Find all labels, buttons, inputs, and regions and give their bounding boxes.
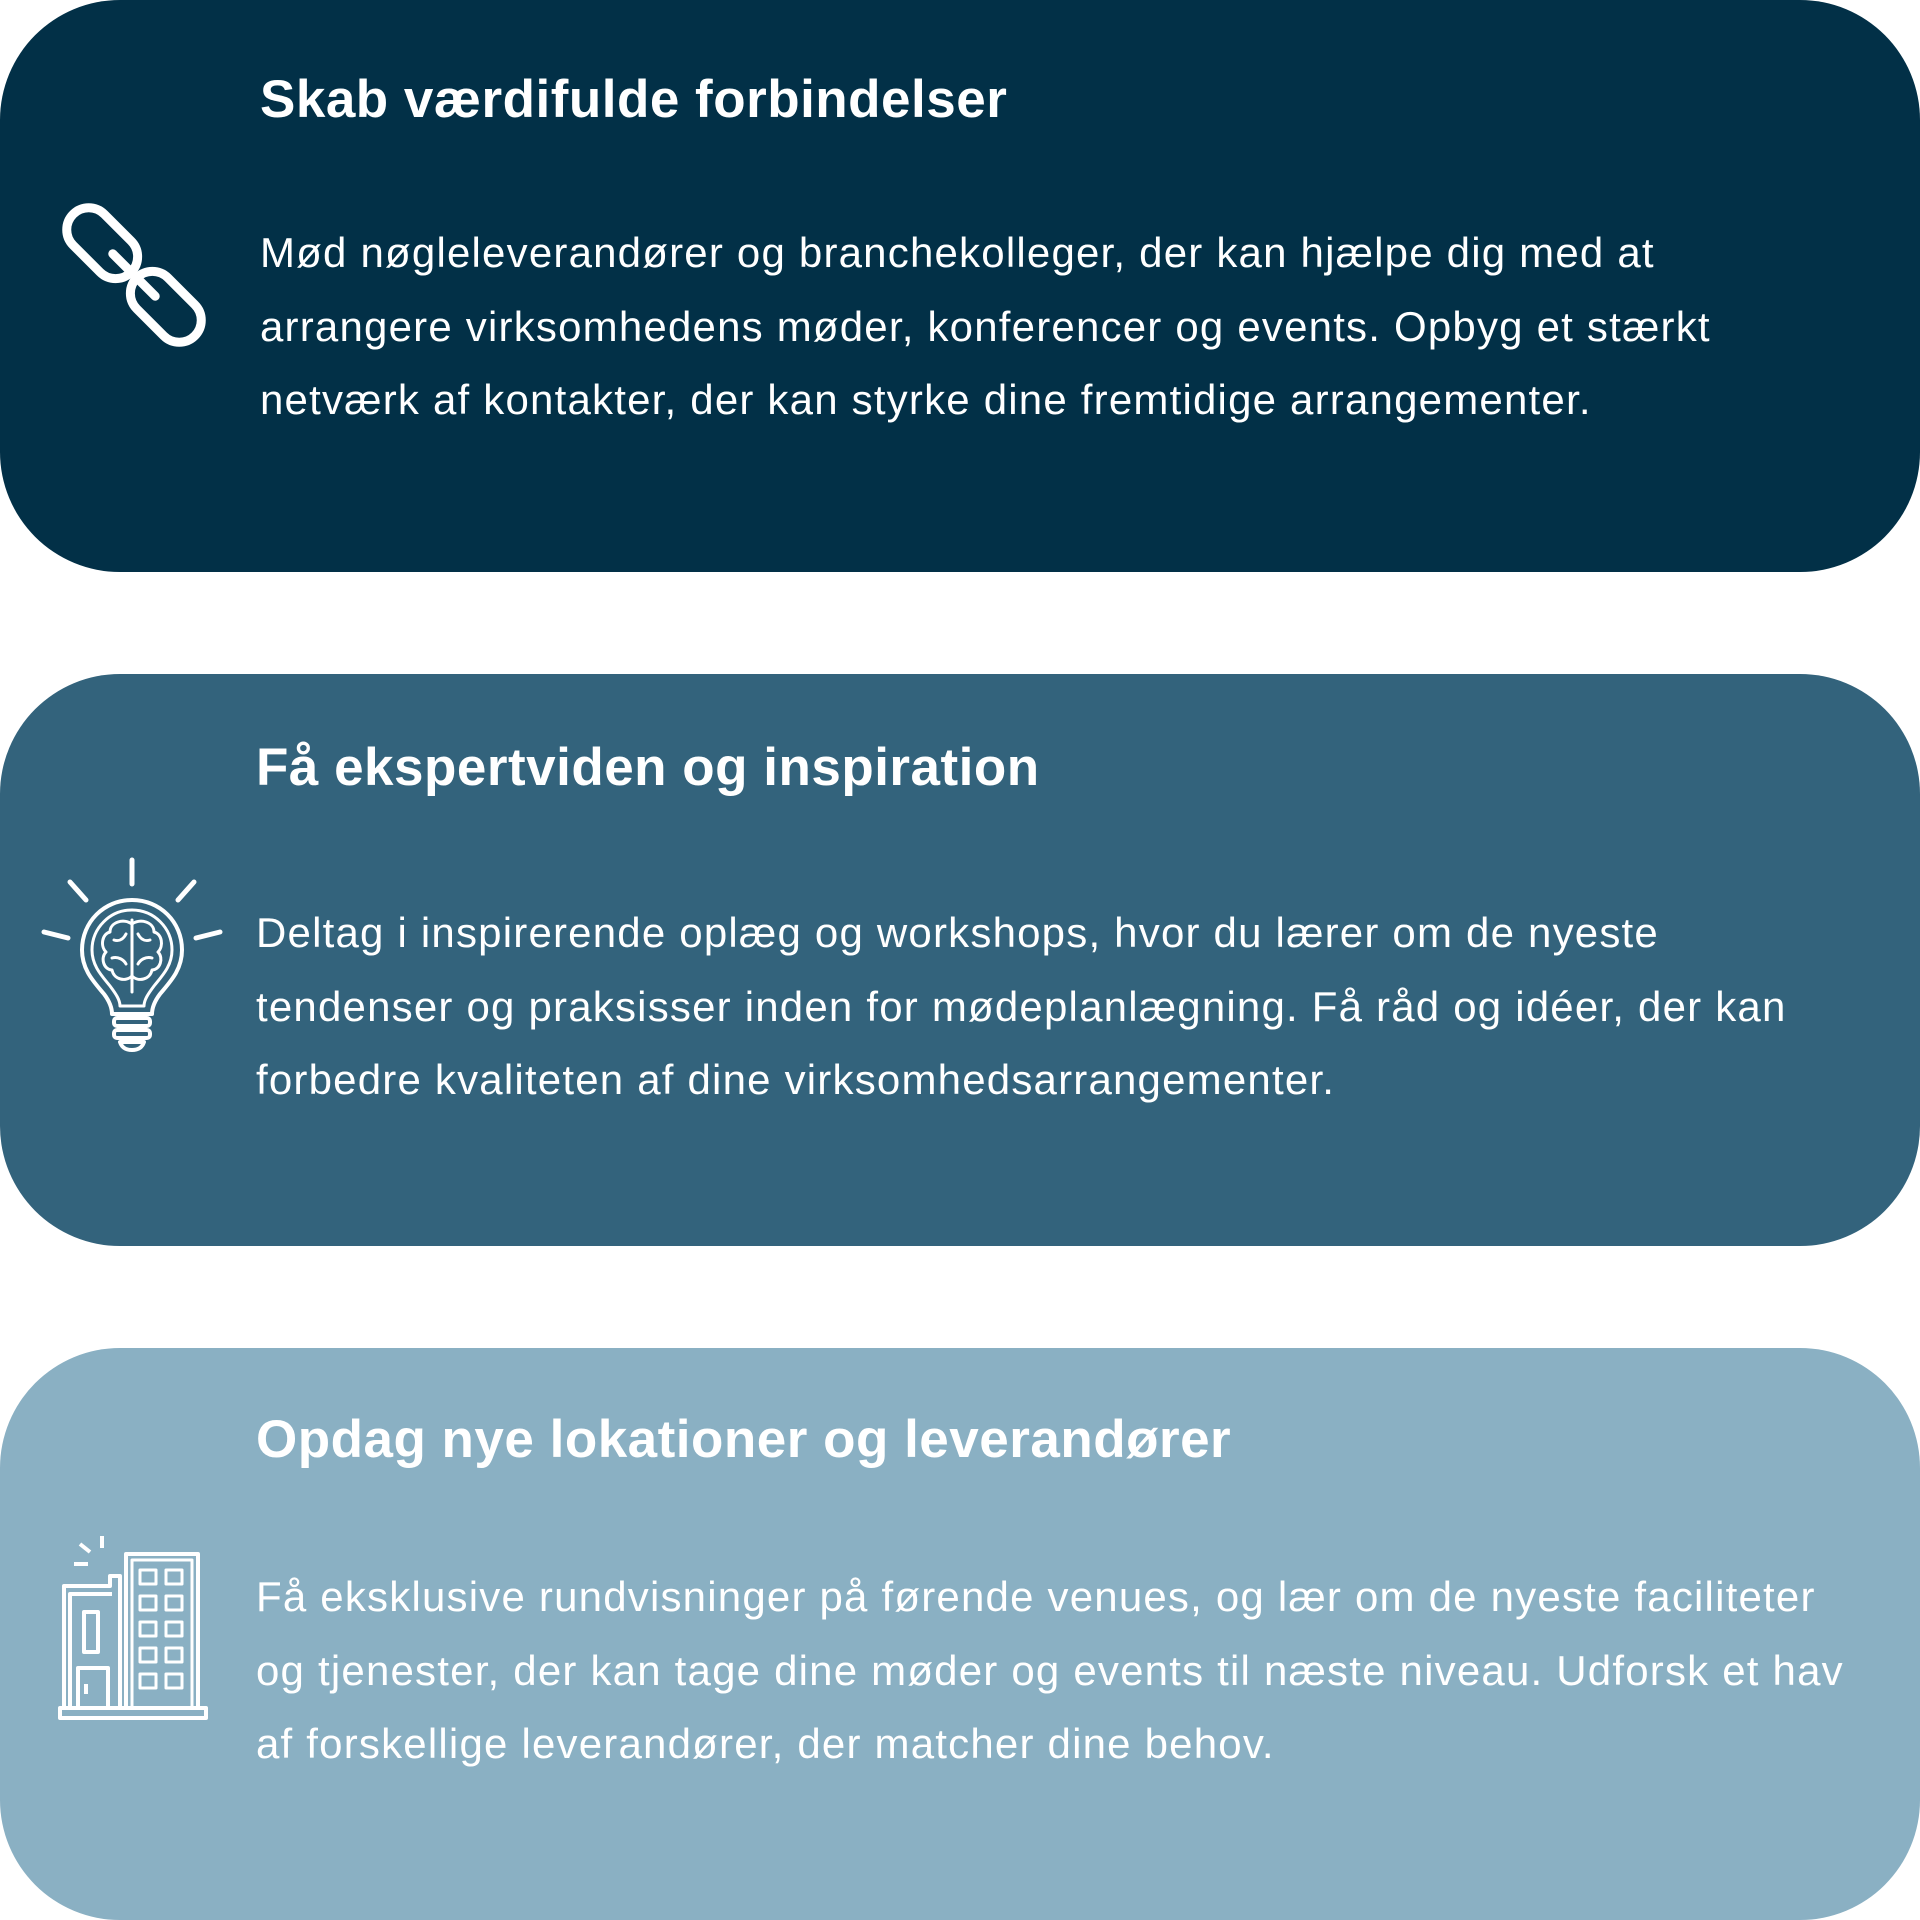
feature-card-connections [0,0,1920,572]
feature-card-expertise [0,674,1920,1246]
card-text: Få eksklusive rundvisninger på førende venues, og lær om de nyeste faciliteter og tjenester, der kan tage dine møder og events til næste niveau. Udforsk et hav af forskellige leverandører, der matcher dine behov. [256,1573,1844,1767]
card-title: Få ekspertviden og inspiration [256,738,1040,797]
feature-card-locations [0,1348,1920,1920]
card-title: Opdag nye lokationer og leverandører [256,1410,1232,1469]
link-icon [54,190,214,360]
card-text: Deltag i inspirerende oplæg og workshops, hvor du lærer om de nyeste tendenser og praksisser inden for mødeplanlægning. Få råd og idéer, der kan forbedre kvaliteten af dine virksomhedsarrangementer. [256,909,1787,1103]
lightbulb-brain-icon [40,854,230,1054]
card-text: Mød nøgleleverandører og branchekolleger, der kan hjælpe dig med at arrangere virksomhedens møder, konferencer og events. Opbyg et stærkt netværk af kontakter, der kan styrke dine fremtidige arrangementer. [260,229,1711,423]
card-title: Skab værdifulde forbindelser [260,70,1008,129]
building-icon [56,1528,216,1728]
